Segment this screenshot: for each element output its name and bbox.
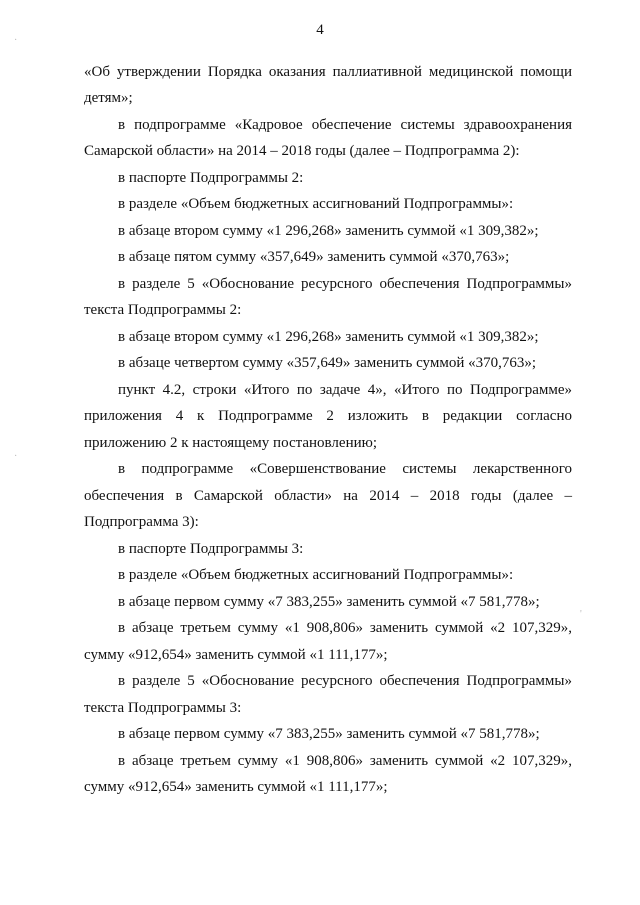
- text-line: обеспечения в Самарской области» на 2014 – 2018 годы (далее –: [84, 488, 572, 504]
- text-line: в паспорте Подпрограммы 3:: [118, 541, 304, 557]
- text-line: текста Подпрограммы 2:: [84, 302, 242, 318]
- text-line: в подпрограмме «Кадровое обеспечение системы здравоохранения: [118, 117, 572, 133]
- text-line: в разделе «Объем бюджетных ассигнований Подпрограммы»:: [118, 567, 514, 583]
- text-line: в разделе 5 «Обоснование ресурсного обеспечения Подпрограммы»: [118, 276, 572, 292]
- text-line: в абзаце втором сумму «1 296,268» заменить суммой «1 309,382»;: [118, 223, 539, 239]
- page-number: 4: [316, 22, 324, 38]
- text-line: в подпрограмме «Совершенствование системы лекарственного: [118, 461, 572, 477]
- text-line: в абзаце третьем сумму «1 908,806» заменить суммой «2 107,329»,: [118, 620, 572, 636]
- text-line: детям»;: [84, 90, 133, 106]
- scan-speck: ': [580, 609, 582, 620]
- text-line: в абзаце третьем сумму «1 908,806» заменить суммой «2 107,329»,: [118, 753, 572, 769]
- scan-speck: ·: [14, 451, 18, 462]
- text-line: в разделе 5 «Обоснование ресурсного обеспечения Подпрограммы»: [118, 673, 572, 689]
- text-line: в абзаце первом сумму «7 383,255» заменить суммой «7 581,778»;: [118, 726, 540, 742]
- text-line: в паспорте Подпрограммы 2:: [118, 170, 304, 186]
- text-line: Самарской области» на 2014 – 2018 годы (далее – Подпрограмма 2):: [84, 143, 520, 159]
- text-line: в абзаце пятом сумму «357,649» заменить суммой «370,763»;: [118, 249, 510, 265]
- text-line: Подпрограмма 3):: [84, 514, 199, 530]
- text-line: приложению 2 к настоящему постановлению;: [84, 435, 377, 451]
- text-line: текста Подпрограммы 3:: [84, 700, 242, 716]
- text-line: в абзаце втором сумму «1 296,268» заменить суммой «1 309,382»;: [118, 329, 539, 345]
- text-line: пункт 4.2, строки «Итого по задаче 4», «Итого по Подпрограмме»: [118, 382, 572, 398]
- text-line: приложения 4 к Подпрограмме 2 изложить в редакции согласно: [84, 408, 572, 424]
- text-line: сумму «912,654» заменить суммой «1 111,177»;: [84, 647, 388, 663]
- text-line: сумму «912,654» заменить суммой «1 111,177»;: [84, 779, 388, 795]
- scan-speck: ·: [14, 35, 18, 46]
- text-line: в абзаце первом сумму «7 383,255» заменить суммой «7 581,778»;: [118, 594, 540, 610]
- text-line: в разделе «Объем бюджетных ассигнований Подпрограммы»:: [118, 196, 514, 212]
- text-line: «Об утверждении Порядка оказания паллиативной медицинской помощи: [84, 64, 572, 80]
- text-line: в абзаце четвертом сумму «357,649» заменить суммой «370,763»;: [118, 355, 537, 371]
